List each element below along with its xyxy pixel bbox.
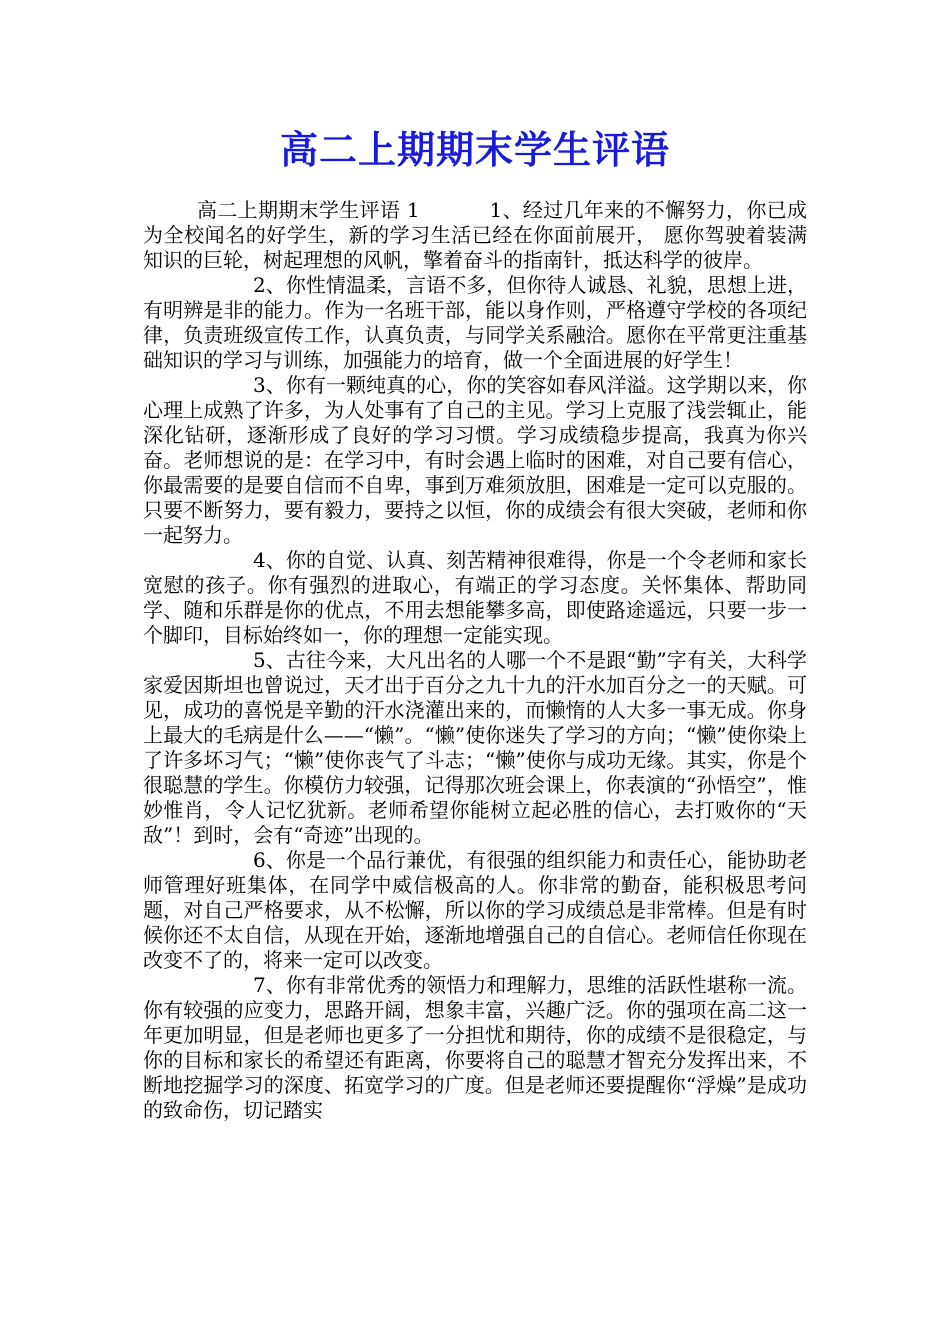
paragraph-7: 7、你有非常优秀的领悟力和理解力，思维的活跃性堪称一流。你有较强的应变力，思路开阔，想象丰富，兴趣广泛。你的强项在高二这一年更加明显，但是老师也更多了一分担忧和期待，你的成绩不是很稳定，与你的目标和家长的希望还有距离，你要将自己的聪慧才智充分发挥出来，不断地挖掘学习的深度、拓宽学习的广度。但是老师还要提醒你“浮燥”是成功的致命伤，切记踏实	[143, 973, 807, 1122]
paragraph-text: 1、经过几年来的不懈努力，你已成为全校闻名的好学生，新的学习生活已经在你面前展开， 愿你驾驶着装满知识的巨轮，树起理想的风帆，擎着奋斗的指南针，抵达科学的彼岸。	[143, 198, 807, 272]
paragraph-2: 2、你性情温柔，言语不多，但你待人诚恳、礼貌，思想上进，有明辨是非的能力。作为一名班干部，能以身作则，严格遵守学校的各项纪律，负责班级宣传工作，认真负责，与同学关系融洽。愿你在平常更注重基础知识的学习与训练，加强能力的培育，做一个全面进展的好学生！	[143, 273, 807, 372]
paragraph-5: 5、古往今来，大凡出名的人哪一个不是跟“勤”字有关，大科学家爱因斯坦也曾说过，天才出于百分之九十九的汗水加百分之一的天赋。可见，成功的喜悦是辛勤的汗水浇灌出来的，而懒惰的人大多一事无成。你身上最大的毛病是什么——“懒”。“懒”使你迷失了学习的方向；“懒”使你染上了许多坏习气；“懒”使你丧气了斗志；“懒”使你与成功无缘。其实，你是个很聪慧的学生。你模仿力较强，记得那次班会课上，你表演的“孙悟空”，惟妙惟肖，令人记忆犹新。老师希望你能树立起必胜的信心，去打败你的“天敌”！到时，会有“奇迹”出现的。	[143, 648, 807, 847]
document-body	[143, 198, 807, 1123]
paragraph-3: 3、你有一颗纯真的心，你的笑容如春风洋溢。这学期以来，你心理上成熟了许多，为人处事有了自己的主见。学习上克服了浅尝辄止，能深化钻研，逐渐形成了良好的学习习惯。学习成绩稳步提高，我真为你兴奋。老师想说的是：在学习中，有时会遇上临时的困难，对自己要有信心，你最需要的是要自信而不自卑，事到万难须放胆，困难是一定可以克服的。只要不断努力，要有毅力，要持之以恒，你的成绩会有很大突破，老师和你一起努力。	[143, 373, 807, 547]
paragraph-4: 4、你的自觉、认真、刻苦精神很难得，你是一个令老师和家长宽慰的孩子。你有强烈的进取心，有端正的学习态度。关怀集体、帮助同学、随和乐群是你的优点，不用去想能攀多高，即使路途遥远，只要一步一个脚印，目标始终如一，你的理想一定能实现。	[143, 548, 807, 647]
paragraph-6: 6、你是一个品行兼优，有很强的组织能力和责任心，能协助老师管理好班集体，在同学中威信极高的人。你非常的勤奋，能积极思考问题，对自己严格要求，从不松懈，所以你的学习成绩总是非常棒。但是有时候你还不太自信，从现在开始，逐渐地增强自己的自信心。老师信任你现在改变不了的，将来一定可以改变。	[143, 848, 807, 972]
document-title: 高二上期期末学生评语	[279, 127, 670, 172]
intro-heading: 高二上期期末学生评语 1	[197, 198, 420, 222]
paragraph-1	[143, 198, 807, 273]
